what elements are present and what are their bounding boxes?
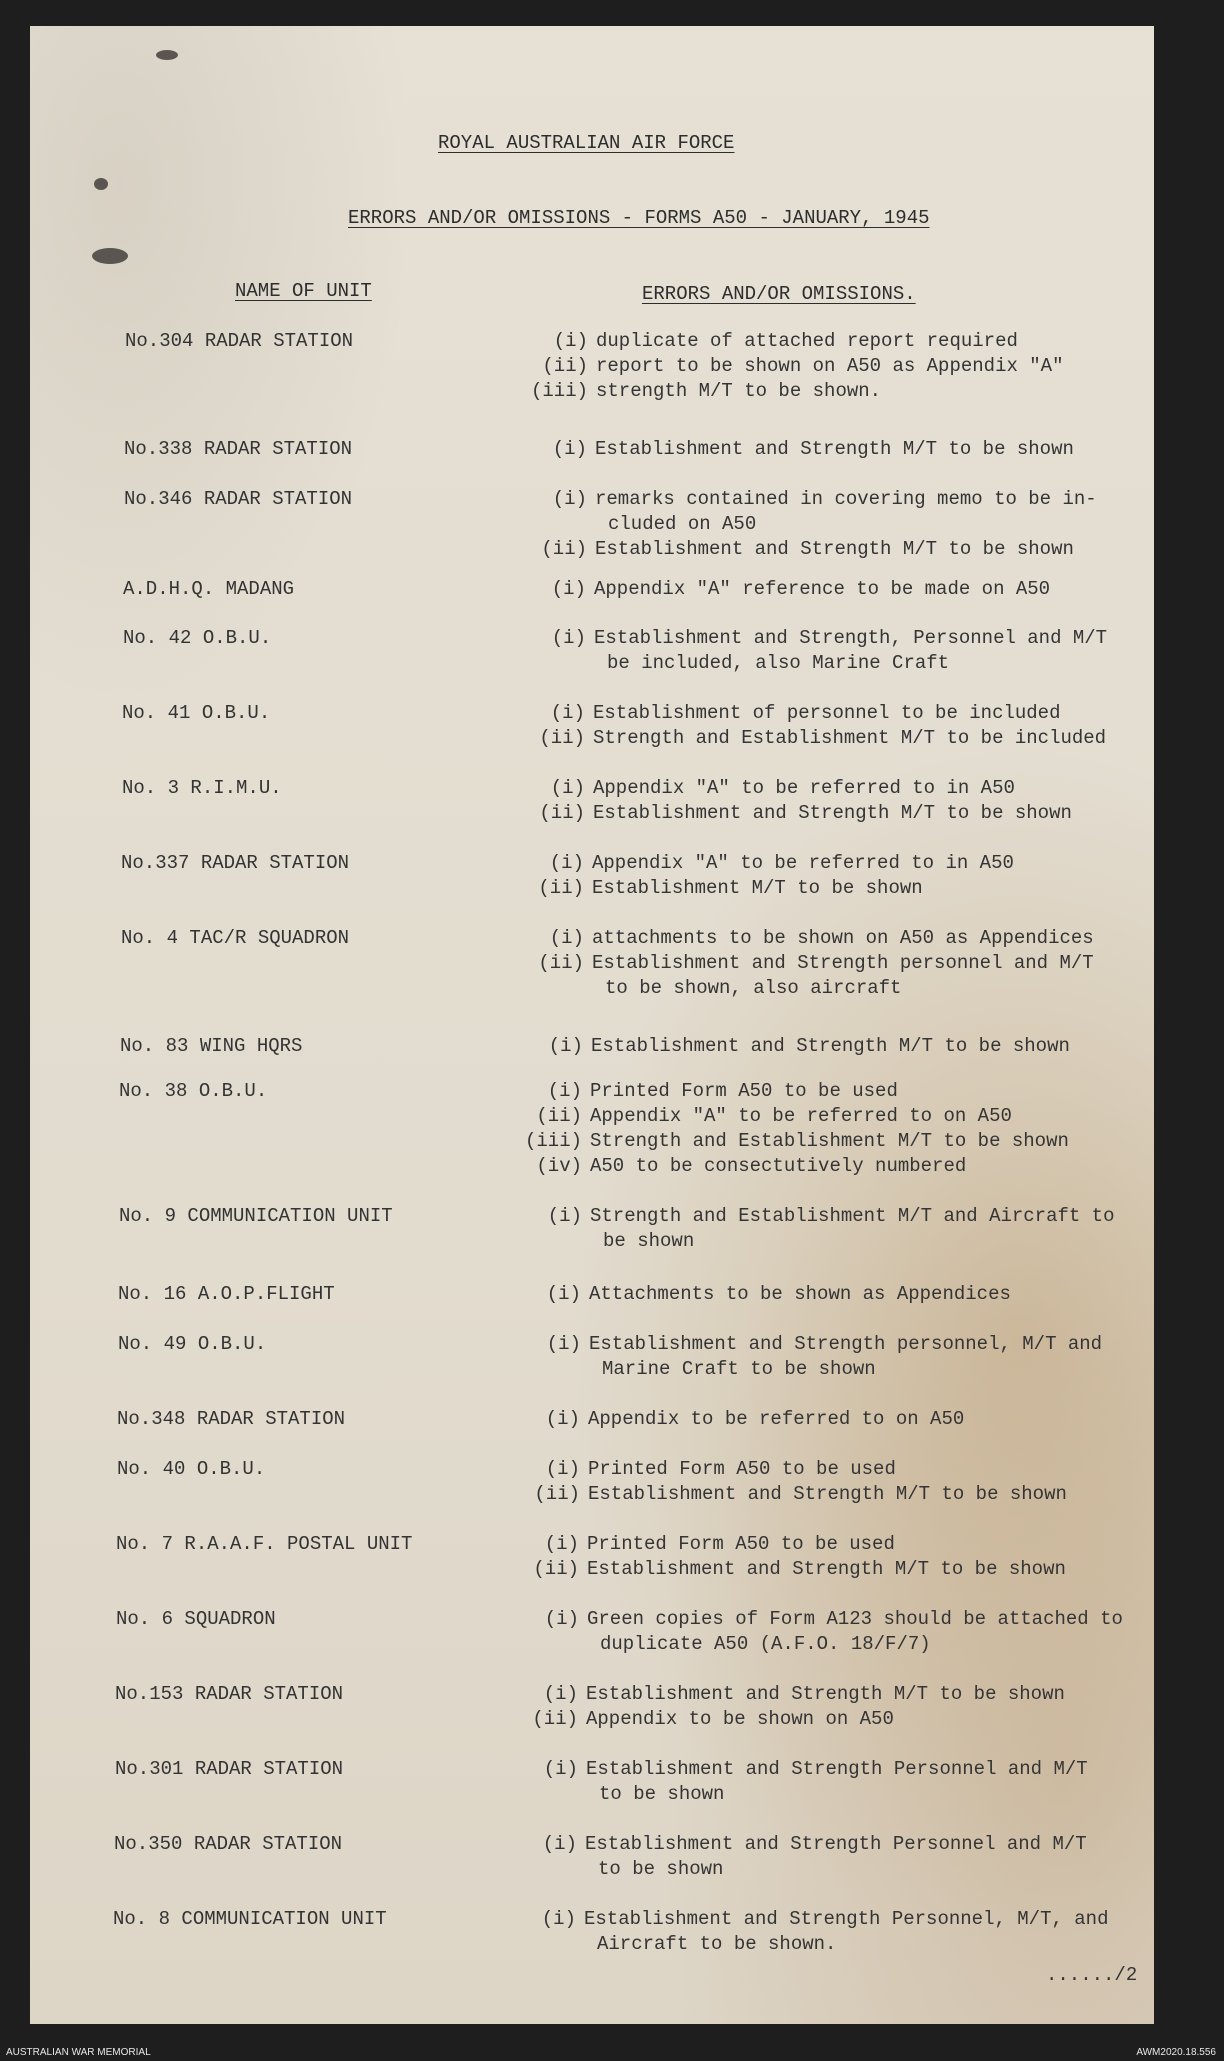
- error-text: Appendix "A" to be referred to on A50: [590, 1105, 1012, 1127]
- error-number: (i): [550, 702, 585, 724]
- error-number: (i): [551, 627, 586, 649]
- error-text: Appendix "A" reference to be made on A50: [594, 578, 1051, 600]
- document-subtitle: ERRORS AND/OR OMISSIONS - FORMS A50 - JANUARY, 1945: [348, 207, 930, 229]
- error-text: cluded on A50: [608, 513, 757, 535]
- unit-name: No.304 RADAR STATION: [125, 330, 354, 352]
- error-number: (i): [548, 1035, 583, 1057]
- error-number: (ii): [533, 1558, 579, 1580]
- unit-name: No. 40 O.B.U.: [117, 1458, 266, 1480]
- error-number: (ii): [536, 1105, 582, 1127]
- unit-name: No.346 RADAR STATION: [124, 488, 353, 510]
- footer-archive-name: AUSTRALIAN WAR MEMORIAL: [6, 2047, 151, 2058]
- error-number: (i): [544, 1608, 579, 1630]
- unit-name: No. 38 O.B.U.: [119, 1080, 268, 1102]
- error-number: (i): [552, 438, 587, 460]
- unit-name: A.D.H.Q. MADANG: [123, 578, 295, 600]
- error-number: (ii): [534, 1483, 580, 1505]
- error-number: (i): [543, 1683, 578, 1705]
- error-text: Strength and Establishment M/T to be included: [593, 727, 1107, 749]
- error-number: (ii): [539, 802, 585, 824]
- unit-name: No. 49 O.B.U.: [118, 1333, 267, 1355]
- error-number: (ii): [532, 1708, 578, 1730]
- error-text: Establishment of personnel to be included: [593, 702, 1061, 724]
- error-text: Aircraft to be shown.: [597, 1933, 837, 1955]
- error-text: be included, also Marine Craft: [607, 652, 950, 674]
- page-continuation: ....../2: [1046, 1964, 1138, 1986]
- error-number: (i): [552, 488, 587, 510]
- error-text: report to be shown on A50 as Appendix "A": [596, 355, 1064, 377]
- error-text: Establishment and Strength M/T to be shown: [586, 1683, 1065, 1705]
- error-number: (i): [547, 1205, 582, 1227]
- error-number: (ii): [538, 952, 584, 974]
- error-text: duplicate of attached report required: [596, 330, 1018, 352]
- error-number: (iv): [536, 1155, 582, 1177]
- error-text: Establishment M/T to be shown: [592, 877, 923, 899]
- error-text: strength M/T to be shown.: [596, 380, 882, 402]
- error-number: (i): [549, 927, 584, 949]
- unit-name: No.348 RADAR STATION: [117, 1408, 346, 1430]
- error-text: Strength and Establishment M/T to be shown: [590, 1130, 1069, 1152]
- error-number: (ii): [539, 727, 585, 749]
- error-text: Appendix "A" to be referred to in A50: [592, 852, 1014, 874]
- error-text: Establishment and Strength Personnel and M/T: [585, 1833, 1087, 1855]
- error-number: (i): [549, 852, 584, 874]
- error-number: (iii): [530, 380, 588, 402]
- error-text: to be shown: [598, 1858, 724, 1880]
- column-header-unit: NAME OF UNIT: [235, 280, 372, 302]
- error-text: Printed Form A50 to be used: [588, 1458, 896, 1480]
- error-number: (i): [551, 578, 586, 600]
- footer-archive-ref: AWM2020.18.556: [1136, 2047, 1216, 2058]
- error-number: (ii): [541, 538, 587, 560]
- error-number: (i): [550, 777, 585, 799]
- error-text: Marine Craft to be shown: [602, 1358, 876, 1380]
- error-number: (i): [547, 1080, 582, 1102]
- unit-name: No.338 RADAR STATION: [124, 438, 353, 460]
- unit-name: No. 83 WING HQRS: [120, 1035, 303, 1057]
- error-text: Appendix to be referred to on A50: [588, 1408, 965, 1430]
- error-text: Establishment and Strength M/T to be shown: [588, 1483, 1067, 1505]
- unit-name: No.153 RADAR STATION: [115, 1683, 344, 1705]
- error-number: (iii): [524, 1130, 582, 1152]
- unit-name: No. 6 SQUADRON: [116, 1608, 276, 1630]
- error-number: (i): [541, 1908, 576, 1930]
- error-text: Appendix to be shown on A50: [586, 1708, 894, 1730]
- unit-name: No. 4 TAC/R SQUADRON: [121, 927, 350, 949]
- error-number: (ii): [538, 877, 584, 899]
- error-number: (i): [545, 1458, 580, 1480]
- error-text: Establishment and Strength Personnel, M/T, and: [584, 1908, 1109, 1930]
- error-text: Printed Form A50 to be used: [590, 1080, 898, 1102]
- error-number: (i): [553, 330, 588, 352]
- error-number: (ii): [542, 355, 588, 377]
- error-text: Appendix "A" to be referred to in A50: [593, 777, 1015, 799]
- error-text: attachments to be shown on A50 as Appendices: [592, 927, 1094, 949]
- unit-name: No.301 RADAR STATION: [115, 1758, 344, 1780]
- error-text: to be shown: [599, 1783, 725, 1805]
- error-text: Establishment and Strength M/T to be shown: [595, 538, 1074, 560]
- error-text: Establishment and Strength personnel and M/T: [592, 952, 1094, 974]
- error-number: (i): [545, 1408, 580, 1430]
- error-text: Establishment and Strength M/T to be shown: [591, 1035, 1070, 1057]
- document-title: ROYAL AUSTRALIAN AIR FORCE: [438, 132, 735, 154]
- error-text: Establishment and Strength personnel, M/T and: [589, 1333, 1103, 1355]
- column-header-errors: ERRORS AND/OR OMISSIONS.: [642, 283, 916, 305]
- error-text: Strength and Establishment M/T and Aircraft to: [590, 1205, 1115, 1227]
- error-text: Establishment and Strength M/T to be shown: [595, 438, 1074, 460]
- error-text: Green copies of Form A123 should be attached to: [587, 1608, 1123, 1630]
- error-text: Establishment and Strength, Personnel and M/T: [594, 627, 1108, 649]
- error-number: (i): [543, 1758, 578, 1780]
- unit-name: No.337 RADAR STATION: [121, 852, 350, 874]
- error-number: (i): [546, 1333, 581, 1355]
- error-text: Establishment and Strength M/T to be shown: [587, 1558, 1066, 1580]
- error-text: Attachments to be shown as Appendices: [589, 1283, 1011, 1305]
- error-number: (i): [542, 1833, 577, 1855]
- error-text: to be shown, also aircraft: [605, 977, 902, 999]
- unit-name: No. 7 R.A.A.F. POSTAL UNIT: [116, 1533, 413, 1555]
- error-text: A50 to be consectutively numbered: [590, 1155, 967, 1177]
- unit-name: No. 41 O.B.U.: [122, 702, 271, 724]
- unit-name: No. 42 O.B.U.: [123, 627, 272, 649]
- unit-name: No. 16 A.O.P.FLIGHT: [118, 1283, 335, 1305]
- error-number: (i): [546, 1283, 581, 1305]
- error-text: Printed Form A50 to be used: [587, 1533, 895, 1555]
- error-text: Establishment and Strength M/T to be shown: [593, 802, 1072, 824]
- unit-name: No. 8 COMMUNICATION UNIT: [113, 1908, 387, 1930]
- error-text: duplicate A50 (A.F.O. 18/F/7): [600, 1633, 931, 1655]
- error-text: remarks contained in covering memo to be in-: [595, 488, 1097, 510]
- unit-name: No.350 RADAR STATION: [114, 1833, 343, 1855]
- error-text: be shown: [603, 1230, 695, 1252]
- error-text: Establishment and Strength Personnel and M/T: [586, 1758, 1088, 1780]
- unit-name: No. 3 R.I.M.U.: [122, 777, 282, 799]
- unit-name: No. 9 COMMUNICATION UNIT: [119, 1205, 393, 1227]
- error-number: (i): [544, 1533, 579, 1555]
